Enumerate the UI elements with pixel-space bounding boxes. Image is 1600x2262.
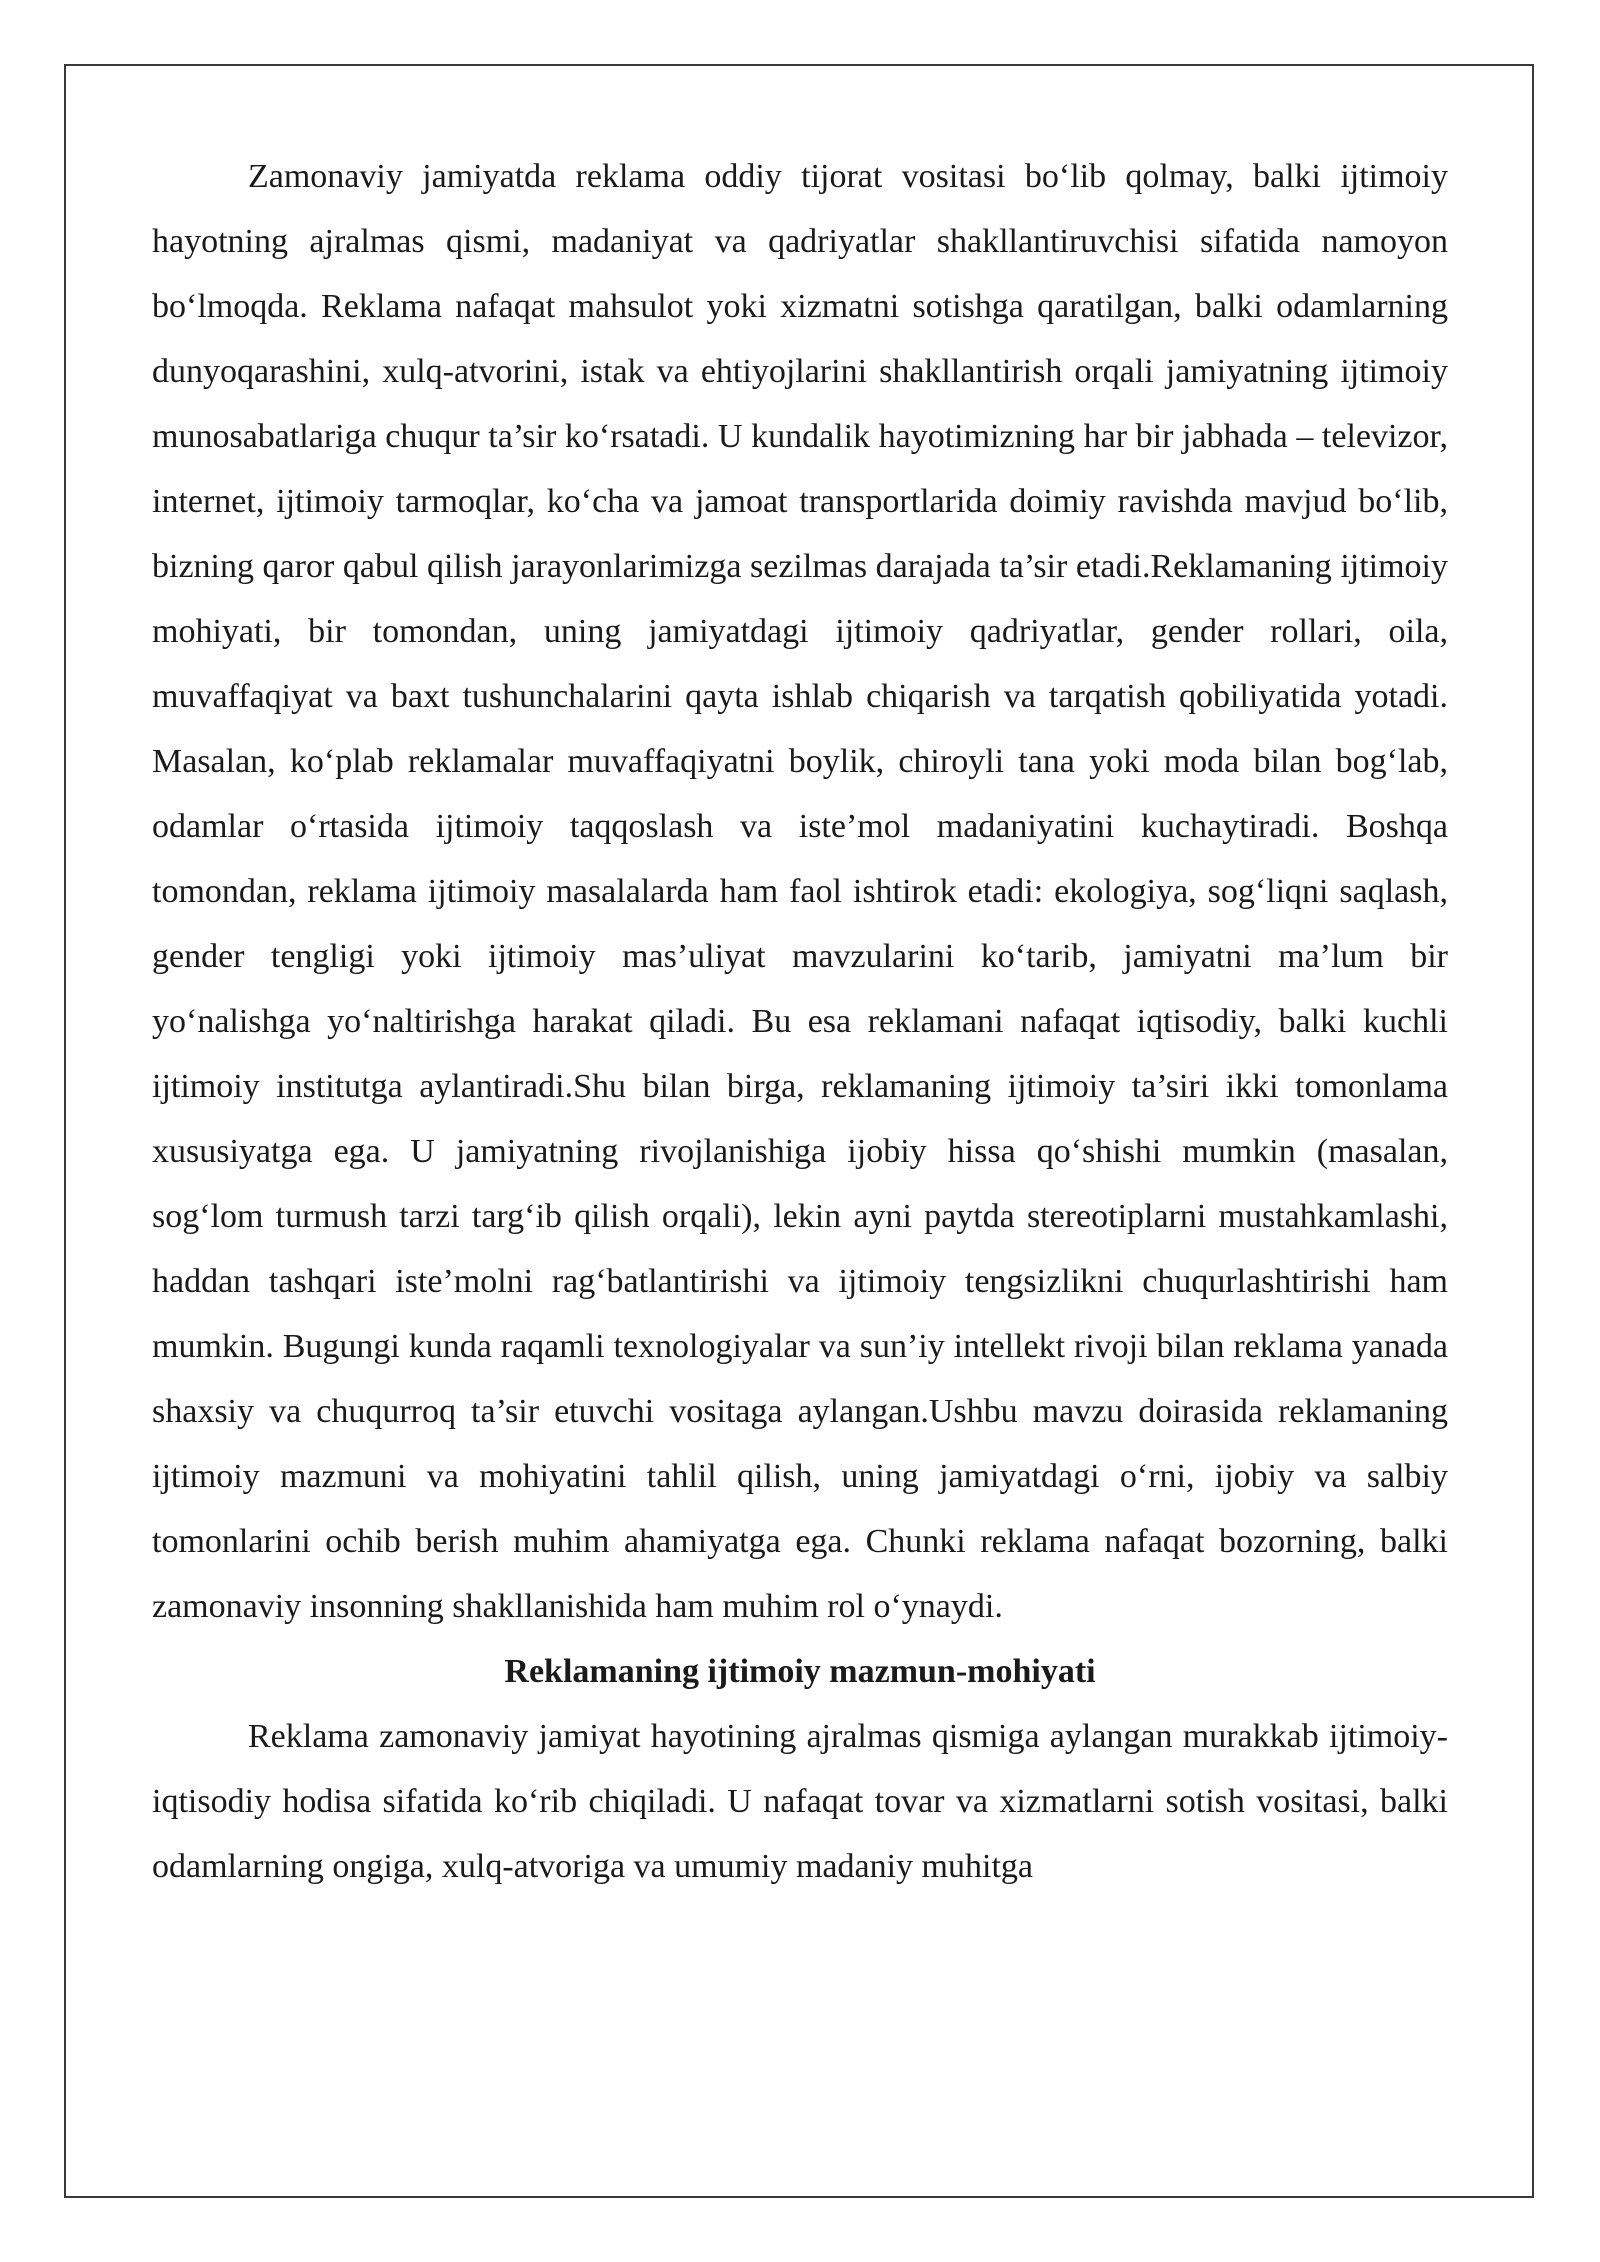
section-heading: Reklamaning ijtimoiy mazmun-mohiyati: [504, 1653, 1096, 1690]
document-body: [152, 144, 1448, 1899]
body-paragraph: Reklama zamonaviy jamiyat hayotining ajralmas qismiga aylangan murakkab ijtimoiy-iqtisodiy hodisa sifatida ko‘rib chiqiladi. U nafaqat tovar va xizmatlarni sotish vositasi, balki odamlarning ongiga, xulq-atvoriga va umumiy madaniy muhitga: [152, 1718, 1448, 1885]
body-paragraph: Zamonaviy jamiyatda reklama oddiy tijorat vositasi bo‘lib qolmay, balki ijtimoiy hayotning ajralmas qismi, madaniyat va qadriyatlar shakllantiruvchisi sifatida namoyon bo‘lmoqda. Reklama nafaqat mahsulot yoki xizmatni sotishga qaratilgan, balki odamlarning dunyoqarashini, xulq-atvorini, istak va ehtiyojlarini shakllantirish orqali jamiyatning ijtimoiy munosabatlariga chuqur ta’sir ko‘rsatadi. U kundalik hayotimizning har bir jabhada – televizor, internet, ijtimoiy tarmoqlar, ko‘cha va jamoat transportlarida doimiy ravishda mavjud bo‘lib, bizning qaror qabul qilish jarayonlarimizga sezilmas darajada ta’sir etadi.Reklamaning ijtimoiy mohiyati, bir tomondan, uning jamiyatdagi ijtimoiy qadriyatlar, gender rollari, oila, muvaffaqiyat va baxt tushunchalarini qayta ishlab chiqarish va tarqatish qobiliyatida yotadi. Masalan, ko‘plab reklamalar muvaffaqiyatni boylik, chiroyli tana yoki moda bilan bog‘lab, odamlar o‘rtasida ijtimoiy taqqoslash va iste’mol madaniyatini kuchaytiradi. Boshqa tomondan, reklama ijtimoiy masalalarda ham faol ishtirok etadi: ekologiya, sog‘liqni saqlash, gender tengligi yoki ijtimoiy mas’uliyat mavzularini ko‘tarib, jamiyatni ma’lum bir yo‘nalishga yo‘naltirishga harakat qiladi. Bu esa reklamani nafaqat iqtisodiy, balki kuchli ijtimoiy institutga aylantiradi.Shu bilan birga, reklamaning ijtimoiy ta’siri ikki tomonlama xususiyatga ega. U jamiyatning rivojlanishiga ijobiy hissa qo‘shishi mumkin (masalan, sog‘lom turmush tarzi targ‘ib qilish orqali), lekin ayni paytda stereotiplarni mustahkamlashi, haddan tashqari iste’molni rag‘batlantirishi va ijtimoiy tengsizlikni chuqurlashtirishi ham mumkin. Bugungi kunda raqamli texnologiyalar va sun’iy intellekt rivoji bilan reklama yanada shaxsiy va chuqurroq ta’sir etuvchi vositaga aylangan.Ushbu mavzu doirasida reklamaning ijtimoiy mazmuni va mohiyatini tahlil qilish, uning jamiyatdagi o‘rni, ijobiy va salbiy tomonlarini ochib berish muhim ahamiyatga ega. Chunki reklama nafaqat bozorning, balki zamonaviy insonning shakllanishida ham muhim rol o‘ynaydi.: [152, 158, 1448, 1625]
